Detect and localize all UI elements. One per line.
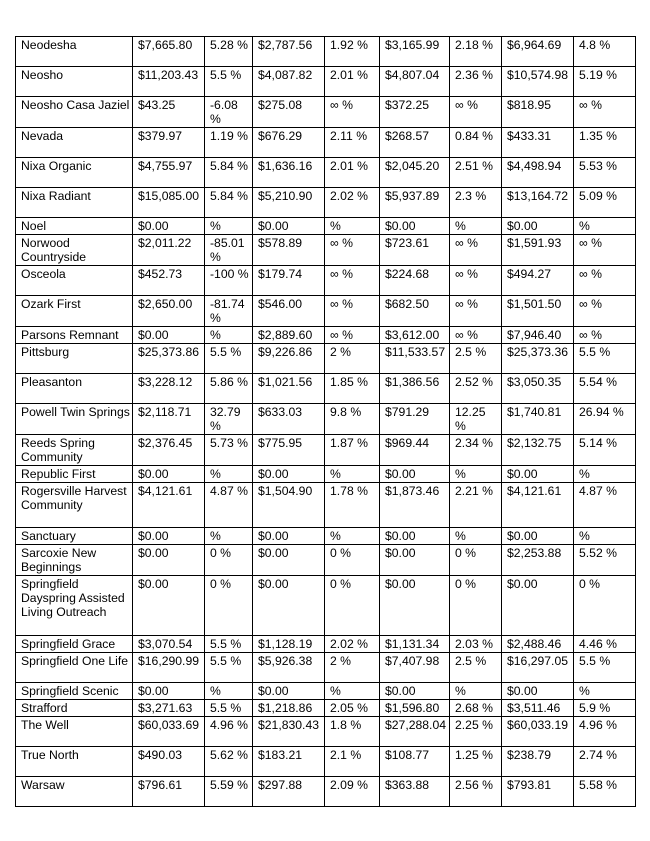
table-cell: $2,118.71 — [133, 404, 205, 435]
table-cell: 5.53 % — [574, 158, 636, 188]
table-cell: 0 % — [450, 545, 502, 576]
table-cell: $10,574.98 — [502, 67, 574, 97]
table-row — [16, 483, 636, 528]
table-cell: % — [325, 683, 380, 700]
table-row — [16, 344, 636, 374]
table-cell: % — [574, 528, 636, 545]
table-cell: 0 % — [205, 545, 253, 576]
table-cell: 2.36 % — [450, 67, 502, 97]
table-cell: % — [450, 466, 502, 483]
table-cell: $1,740.81 — [502, 404, 574, 435]
table-cell: $0.00 — [253, 683, 325, 700]
row-name-cell: Sanctuary — [16, 528, 133, 545]
row-name-cell: Neosho — [16, 67, 133, 97]
table-cell: 5.5 % — [574, 653, 636, 683]
table-cell: $546.00 — [253, 296, 325, 327]
table-row — [16, 374, 636, 404]
table-row — [16, 235, 636, 266]
table-cell: 0 % — [325, 545, 380, 576]
table-cell: $4,121.61 — [133, 483, 205, 528]
table-cell: $0.00 — [380, 466, 450, 483]
table-row — [16, 404, 636, 435]
table-cell: $2,132.75 — [502, 435, 574, 466]
table-cell: ∞ % — [574, 266, 636, 296]
table-cell: $60,033.69 — [133, 717, 205, 747]
row-name-cell: Warsaw — [16, 777, 133, 807]
table-cell: $0.00 — [380, 528, 450, 545]
table-cell: ∞ % — [325, 327, 380, 344]
table-cell: ∞ % — [574, 97, 636, 128]
table-row — [16, 528, 636, 545]
table-cell: $11,533.57 — [380, 344, 450, 374]
table-cell: % — [205, 528, 253, 545]
table-row — [16, 67, 636, 97]
table-row — [16, 683, 636, 700]
row-name-cell: Neosho Casa Jaziel — [16, 97, 133, 128]
table-cell: ∞ % — [450, 327, 502, 344]
table-cell: 5.58 % — [574, 777, 636, 807]
table-cell: $11,203.43 — [133, 67, 205, 97]
table-cell: -85.01 % — [205, 235, 253, 266]
table-cell: 2.05 % — [325, 700, 380, 717]
table-cell: $2,889.60 — [253, 327, 325, 344]
table-cell: $43.25 — [133, 97, 205, 128]
table-cell: 1.8 % — [325, 717, 380, 747]
table-cell: $2,650.00 — [133, 296, 205, 327]
table-cell: $3,511.46 — [502, 700, 574, 717]
table-cell: % — [325, 528, 380, 545]
table-cell: $1,591.93 — [502, 235, 574, 266]
table-cell: $16,297.05 — [502, 653, 574, 683]
row-name-cell: Parsons Remnant — [16, 327, 133, 344]
table-cell: -100 % — [205, 266, 253, 296]
table-cell: $0.00 — [133, 576, 205, 636]
table-cell: ∞ % — [325, 97, 380, 128]
table-cell: $0.00 — [502, 466, 574, 483]
table-cell: $1,386.56 — [380, 374, 450, 404]
table-cell: % — [574, 466, 636, 483]
row-name-cell: Sarcoxie New Beginnings — [16, 545, 133, 576]
table-cell: $60,033.19 — [502, 717, 574, 747]
table-cell: 5.84 % — [205, 188, 253, 218]
table-cell: $0.00 — [253, 528, 325, 545]
table-cell: $2,376.45 — [133, 435, 205, 466]
table-cell: $3,070.54 — [133, 636, 205, 653]
table-cell: 5.54 % — [574, 374, 636, 404]
table-cell: $5,926.38 — [253, 653, 325, 683]
table-cell: $633.03 — [253, 404, 325, 435]
table-cell: 0 % — [325, 576, 380, 636]
table-cell: $5,210.90 — [253, 188, 325, 218]
row-name-cell: Ozark First — [16, 296, 133, 327]
table-cell: 5.5 % — [205, 700, 253, 717]
row-name-cell: Neodesha — [16, 37, 133, 67]
table-cell: 4.96 % — [205, 717, 253, 747]
table-row — [16, 218, 636, 235]
table-cell: ∞ % — [450, 97, 502, 128]
table-cell: $372.25 — [380, 97, 450, 128]
table-cell: $2,045.20 — [380, 158, 450, 188]
table-cell: $682.50 — [380, 296, 450, 327]
table-cell: % — [450, 683, 502, 700]
table-cell: $1,596.80 — [380, 700, 450, 717]
table-cell: 9.8 % — [325, 404, 380, 435]
table-cell: 2.01 % — [325, 67, 380, 97]
table-cell: $268.57 — [380, 128, 450, 158]
table-cell: -81.74 % — [205, 296, 253, 327]
table-cell: 5.84 % — [205, 158, 253, 188]
table-cell: 5.59 % — [205, 777, 253, 807]
table-cell: 1.92 % — [325, 37, 380, 67]
table-cell: $275.08 — [253, 97, 325, 128]
table-cell: 4.87 % — [205, 483, 253, 528]
table-cell: ∞ % — [450, 235, 502, 266]
table-cell: $0.00 — [380, 545, 450, 576]
table-cell: 5.5 % — [205, 344, 253, 374]
table-cell: $4,498.94 — [502, 158, 574, 188]
table-cell: $0.00 — [253, 576, 325, 636]
table-cell: 26.94 % — [574, 404, 636, 435]
table-cell: $183.21 — [253, 747, 325, 777]
table-cell: $969.44 — [380, 435, 450, 466]
table-cell: $379.97 — [133, 128, 205, 158]
row-name-cell: Pleasanton — [16, 374, 133, 404]
table-cell: $2,488.46 — [502, 636, 574, 653]
table-cell: 2.1 % — [325, 747, 380, 777]
table-cell: 1.35 % — [574, 128, 636, 158]
table-cell: 2.11 % — [325, 128, 380, 158]
table-cell: $775.95 — [253, 435, 325, 466]
table-cell: % — [325, 218, 380, 235]
table-row — [16, 636, 636, 653]
table-cell: ∞ % — [325, 235, 380, 266]
table-cell: $0.00 — [133, 545, 205, 576]
table-cell: $1,501.50 — [502, 296, 574, 327]
table-cell: $0.00 — [253, 466, 325, 483]
table-cell: $0.00 — [133, 327, 205, 344]
table-cell: $4,121.61 — [502, 483, 574, 528]
table-cell: $21,830.43 — [253, 717, 325, 747]
table-cell: 2.25 % — [450, 717, 502, 747]
table-row — [16, 188, 636, 218]
table-cell: $25,373.86 — [133, 344, 205, 374]
table-cell: 5.09 % — [574, 188, 636, 218]
table-cell: $7,946.40 — [502, 327, 574, 344]
table-cell: $6,964.69 — [502, 37, 574, 67]
table-row — [16, 266, 636, 296]
table-cell: 5.86 % — [205, 374, 253, 404]
table-cell: -6.08 % — [205, 97, 253, 128]
row-name-cell: True North — [16, 747, 133, 777]
table-row — [16, 747, 636, 777]
table-cell: $3,050.35 — [502, 374, 574, 404]
table-cell: % — [205, 683, 253, 700]
table-cell: 2.02 % — [325, 188, 380, 218]
table-cell: 1.19 % — [205, 128, 253, 158]
table-cell: $1,128.19 — [253, 636, 325, 653]
table-cell: $494.27 — [502, 266, 574, 296]
table-cell: $25,373.36 — [502, 344, 574, 374]
table-cell: $13,164.72 — [502, 188, 574, 218]
table-cell: $4,807.04 — [380, 67, 450, 97]
row-name-cell: Rogersville Harvest Community — [16, 483, 133, 528]
table-cell: 2.5 % — [450, 653, 502, 683]
row-name-cell: Nevada — [16, 128, 133, 158]
table-cell: 0 % — [205, 576, 253, 636]
table-cell: $2,011.22 — [133, 235, 205, 266]
table-cell: 2.09 % — [325, 777, 380, 807]
row-name-cell: Republic First — [16, 466, 133, 483]
table-row — [16, 653, 636, 683]
table-cell: ∞ % — [574, 296, 636, 327]
table-cell: 5.62 % — [205, 747, 253, 777]
table-cell: $16,290.99 — [133, 653, 205, 683]
row-name-cell: Pittsburg — [16, 344, 133, 374]
table-cell: 2.51 % — [450, 158, 502, 188]
table-cell: % — [450, 218, 502, 235]
table-cell: $0.00 — [253, 545, 325, 576]
table-cell: % — [574, 683, 636, 700]
table-row — [16, 158, 636, 188]
table-cell: $0.00 — [380, 576, 450, 636]
table-cell: $7,665.80 — [133, 37, 205, 67]
table-cell: 1.87 % — [325, 435, 380, 466]
table-cell: 5.14 % — [574, 435, 636, 466]
table-cell: ∞ % — [325, 266, 380, 296]
table-cell: $723.61 — [380, 235, 450, 266]
table-cell: $676.29 — [253, 128, 325, 158]
table-row — [16, 466, 636, 483]
table-cell: $1,021.56 — [253, 374, 325, 404]
table-cell: 2.03 % — [450, 636, 502, 653]
table-cell: 5.9 % — [574, 700, 636, 717]
row-name-cell: The Well — [16, 717, 133, 747]
table-cell: $4,755.97 — [133, 158, 205, 188]
table-cell: $224.68 — [380, 266, 450, 296]
table-cell: % — [205, 466, 253, 483]
table-cell: ∞ % — [450, 266, 502, 296]
table-cell: 1.78 % — [325, 483, 380, 528]
table-cell: 5.19 % — [574, 67, 636, 97]
table-cell: $7,407.98 — [380, 653, 450, 683]
table-cell: 2.02 % — [325, 636, 380, 653]
table-cell: $1,504.90 — [253, 483, 325, 528]
table-row — [16, 37, 636, 67]
table-cell: 5.5 % — [205, 67, 253, 97]
table-cell: $433.31 — [502, 128, 574, 158]
row-name-cell: Springfield Grace — [16, 636, 133, 653]
row-name-cell: Osceola — [16, 266, 133, 296]
table-cell: 2.01 % — [325, 158, 380, 188]
table-cell: $0.00 — [133, 528, 205, 545]
table-cell: ∞ % — [325, 296, 380, 327]
table-cell: $4,087.82 — [253, 67, 325, 97]
row-name-cell: Strafford — [16, 700, 133, 717]
table-row — [16, 296, 636, 327]
table-cell: 5.73 % — [205, 435, 253, 466]
table-cell: 4.46 % — [574, 636, 636, 653]
table-cell: $3,165.99 — [380, 37, 450, 67]
table-row — [16, 545, 636, 576]
table-cell: $490.03 — [133, 747, 205, 777]
table-cell: 2.5 % — [450, 344, 502, 374]
table-cell: $179.74 — [253, 266, 325, 296]
table-cell: 4.96 % — [574, 717, 636, 747]
table-cell: $452.73 — [133, 266, 205, 296]
table-cell: $0.00 — [502, 576, 574, 636]
table-row — [16, 700, 636, 717]
table-cell: 1.85 % — [325, 374, 380, 404]
table-cell: % — [205, 218, 253, 235]
table-row — [16, 128, 636, 158]
table-cell: 1.25 % — [450, 747, 502, 777]
table-cell: $3,271.63 — [133, 700, 205, 717]
table-cell: 2.18 % — [450, 37, 502, 67]
table-cell: $0.00 — [133, 683, 205, 700]
row-name-cell: Springfield Scenic — [16, 683, 133, 700]
table-cell: $3,612.00 — [380, 327, 450, 344]
table-cell: $0.00 — [380, 218, 450, 235]
table-cell: 2.68 % — [450, 700, 502, 717]
table-cell: $0.00 — [502, 528, 574, 545]
table-cell: $1,218.86 — [253, 700, 325, 717]
table-cell: $0.00 — [380, 683, 450, 700]
table-cell: 2.34 % — [450, 435, 502, 466]
table-cell: $363.88 — [380, 777, 450, 807]
table-cell: $5,937.89 — [380, 188, 450, 218]
table-cell: $1,636.16 — [253, 158, 325, 188]
table-cell: $578.89 — [253, 235, 325, 266]
table-cell: 0.84 % — [450, 128, 502, 158]
table-cell: 4.87 % — [574, 483, 636, 528]
table-cell: $2,787.56 — [253, 37, 325, 67]
table-cell: ∞ % — [450, 296, 502, 327]
table-cell: % — [574, 218, 636, 235]
row-name-cell: Nixa Organic — [16, 158, 133, 188]
table-cell: 2.56 % — [450, 777, 502, 807]
table-cell: 5.5 % — [205, 653, 253, 683]
table-cell: % — [205, 327, 253, 344]
table-cell: $0.00 — [253, 218, 325, 235]
table-cell: $1,131.34 — [380, 636, 450, 653]
row-name-cell: Powell Twin Springs — [16, 404, 133, 435]
table-cell: 5.5 % — [574, 344, 636, 374]
table-row — [16, 777, 636, 807]
table-cell: 4.8 % — [574, 37, 636, 67]
table-cell: 12.25 % — [450, 404, 502, 435]
table-cell: % — [325, 466, 380, 483]
row-name-cell: Noel — [16, 218, 133, 235]
table-cell: $238.79 — [502, 747, 574, 777]
row-name-cell: Norwood Countryside — [16, 235, 133, 266]
table-cell: $791.29 — [380, 404, 450, 435]
table-cell: $108.77 — [380, 747, 450, 777]
table-cell: 2.3 % — [450, 188, 502, 218]
table-row — [16, 327, 636, 344]
table-cell: $0.00 — [133, 466, 205, 483]
row-name-cell: Reeds Spring Community — [16, 435, 133, 466]
table-cell: $796.61 — [133, 777, 205, 807]
table-cell: 5.52 % — [574, 545, 636, 576]
table-cell: 0 % — [450, 576, 502, 636]
table-row — [16, 717, 636, 747]
table-cell: 0 % — [574, 576, 636, 636]
table-cell: $793.81 — [502, 777, 574, 807]
table-cell: 5.5 % — [205, 636, 253, 653]
table-cell: 5.28 % — [205, 37, 253, 67]
table-cell: $297.88 — [253, 777, 325, 807]
table-cell: $1,873.46 — [380, 483, 450, 528]
table-cell: ∞ % — [574, 327, 636, 344]
financial-data-table — [15, 36, 636, 807]
table-cell: 2 % — [325, 344, 380, 374]
table-row — [16, 435, 636, 466]
table-cell: $0.00 — [502, 683, 574, 700]
table-row — [16, 576, 636, 636]
table-cell: $27,288.04 — [380, 717, 450, 747]
table-cell: 2 % — [325, 653, 380, 683]
row-name-cell: Nixa Radiant — [16, 188, 133, 218]
table-cell: 2.21 % — [450, 483, 502, 528]
table-cell: $9,226.86 — [253, 344, 325, 374]
row-name-cell: Springfield Dayspring Assisted Living Outreach — [16, 576, 133, 636]
table-cell: ∞ % — [574, 235, 636, 266]
table-cell: $818.95 — [502, 97, 574, 128]
table-row — [16, 97, 636, 128]
table-cell: 32.79 % — [205, 404, 253, 435]
table-cell: 2.52 % — [450, 374, 502, 404]
row-name-cell: Springfield One Life — [16, 653, 133, 683]
table-cell: $0.00 — [133, 218, 205, 235]
table-cell: % — [450, 528, 502, 545]
table-cell: 2.74 % — [574, 747, 636, 777]
table-cell: $3,228.12 — [133, 374, 205, 404]
table-cell: $0.00 — [502, 218, 574, 235]
table-cell: $2,253.88 — [502, 545, 574, 576]
table-cell: $15,085.00 — [133, 188, 205, 218]
